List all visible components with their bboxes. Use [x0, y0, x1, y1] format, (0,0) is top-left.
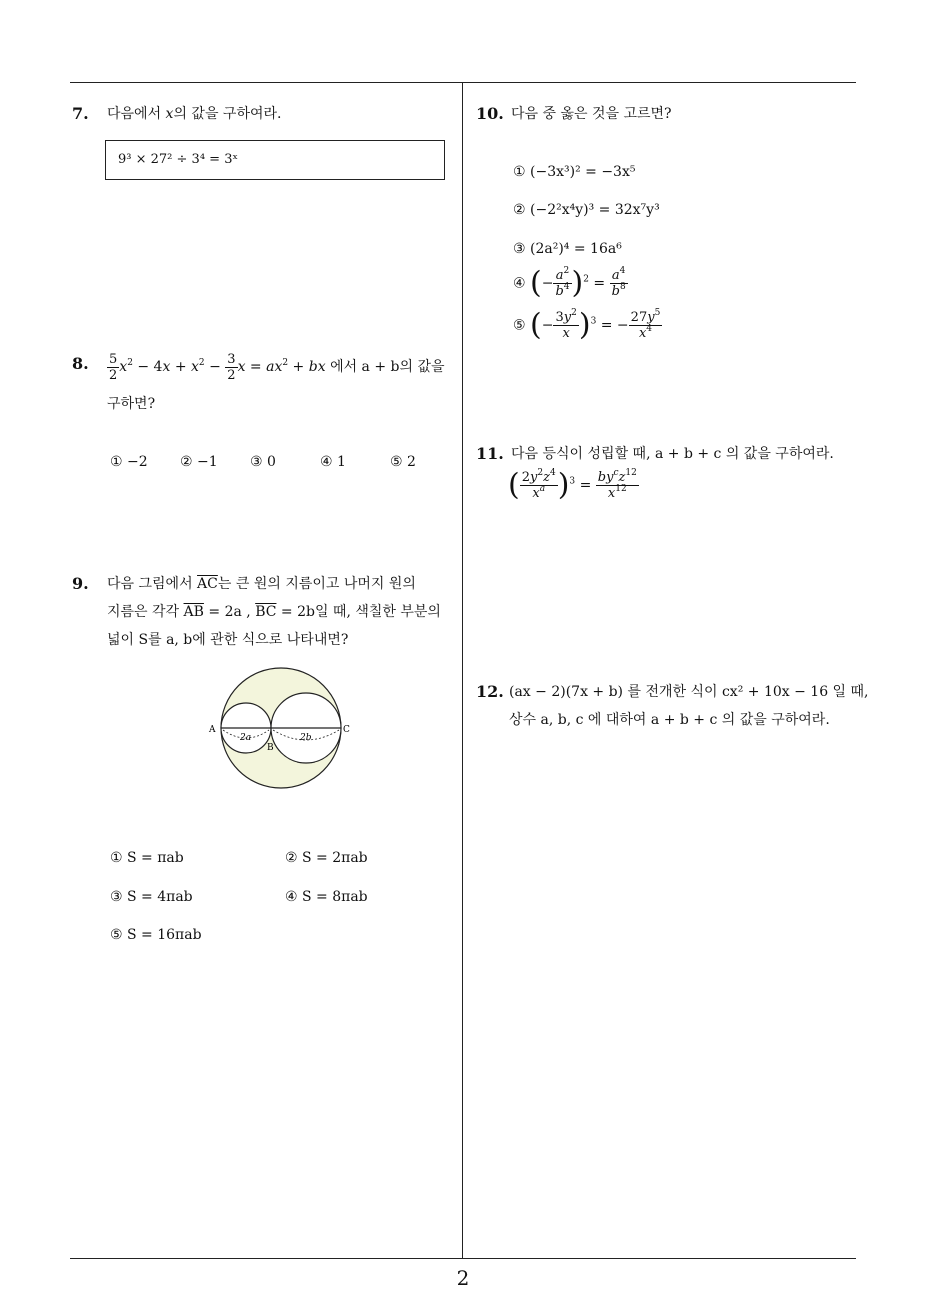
column-divider — [462, 82, 463, 1259]
question-text-line2: 상수 a, b, c 에 대하여 a + b + c 의 값을 구하여라. — [509, 712, 830, 728]
question-12 — [476, 678, 869, 738]
question-8 — [72, 350, 462, 480]
question-text: 다음에서 x의 값을 구하여라. — [107, 106, 282, 122]
question-10 — [476, 100, 856, 360]
choice-3[interactable]: ③ 0 — [250, 454, 276, 470]
question-number: 11. — [476, 444, 504, 463]
top-rule — [70, 82, 856, 83]
question-text-line1: 다음 그림에서 $\overline{AC}$는 큰 원의 지름이고 나머지 원의 — [107, 576, 416, 592]
choice-3[interactable]: ③ (2a²)⁴ = 16a⁶ — [513, 241, 622, 257]
fraction-3-2: $\frac{3}{2}$ — [227, 351, 236, 383]
question-text: 다음 중 옳은 것을 고르면? — [511, 106, 672, 122]
question-9 — [72, 570, 462, 950]
label-c: C — [343, 725, 350, 735]
label-2a: 2a — [240, 733, 252, 743]
choice-2[interactable]: ② −1 — [180, 454, 218, 470]
choice-5[interactable]: ⑤ (− $\frac{3y^2}{x}$ )$^3$ = − $\frac{27y^5}{x^4}$ — [513, 307, 661, 343]
question-number: 10. — [476, 104, 504, 123]
question-7 — [72, 100, 452, 190]
question-text-line2: 구하면? — [107, 396, 156, 412]
circles-figure — [202, 664, 352, 794]
page-number: 2 — [456, 1266, 470, 1290]
label-b: B — [267, 743, 274, 753]
fraction-5-2: $\frac{5}{2}$ — [109, 351, 118, 383]
choice-1[interactable]: ① −2 — [110, 454, 148, 470]
question-text-line2: 지름은 각각 $\overline{AB} = 2a$ , $\overline{BC} = 2b$일 때, 색칠한 부분의 — [107, 604, 441, 620]
label-2b: 2b — [300, 733, 312, 743]
choice-2[interactable]: ② (−2²x⁴y)³ = 32x⁷y³ — [513, 202, 660, 218]
equation-box: 9³ × 27² ÷ 3⁴ = 3ˣ — [105, 140, 445, 180]
label-a: A — [209, 725, 216, 735]
question-equation: $\frac{5}{2}$ $x^2 - 4x + x^2$ − $\frac{3}{2}$ $x = ax^2$ + bx 에서 a + b의 값을 — [109, 351, 445, 383]
choice-1[interactable]: ① (−3x³)² = −3x⁵ — [513, 164, 636, 180]
question-number: 12. — [476, 682, 504, 701]
choice-3[interactable]: ③ S = 4πab — [110, 889, 193, 905]
choice-5[interactable]: ⑤ 2 — [390, 454, 416, 470]
equation: ( $\frac{2y^2z^4}{x^a}$ )$^3$ = $\frac{by^cz^{12}}{x^{12}}$ — [508, 467, 637, 503]
question-number: 8. — [72, 354, 89, 373]
choice-2[interactable]: ② S = 2πab — [285, 850, 368, 866]
question-text: 다음 등식이 성립할 때, a + b + c 의 값을 구하여라. — [511, 446, 834, 462]
bottom-rule — [70, 1258, 856, 1259]
question-text-line3: 넓이 S를 a, b에 관한 식으로 나타내면? — [107, 632, 349, 648]
choice-5[interactable]: ⑤ S = 16πab — [110, 927, 202, 943]
choice-4[interactable]: ④ S = 8πab — [285, 889, 368, 905]
question-text-line1: (ax − 2)(7x + b) 를 전개한 식이 cx² + 10x − 16 일 때, — [509, 684, 869, 700]
question-11 — [476, 440, 856, 520]
question-number: 7. — [72, 104, 89, 123]
choice-4[interactable]: ④ 1 — [320, 454, 346, 470]
choice-1[interactable]: ① S = πab — [110, 850, 184, 866]
choice-4[interactable]: ④ (− $\frac{a^2}{b^4}$ )$^2$ = $\frac{a^4}{b^8}$ — [513, 265, 626, 301]
question-number: 9. — [72, 574, 89, 593]
